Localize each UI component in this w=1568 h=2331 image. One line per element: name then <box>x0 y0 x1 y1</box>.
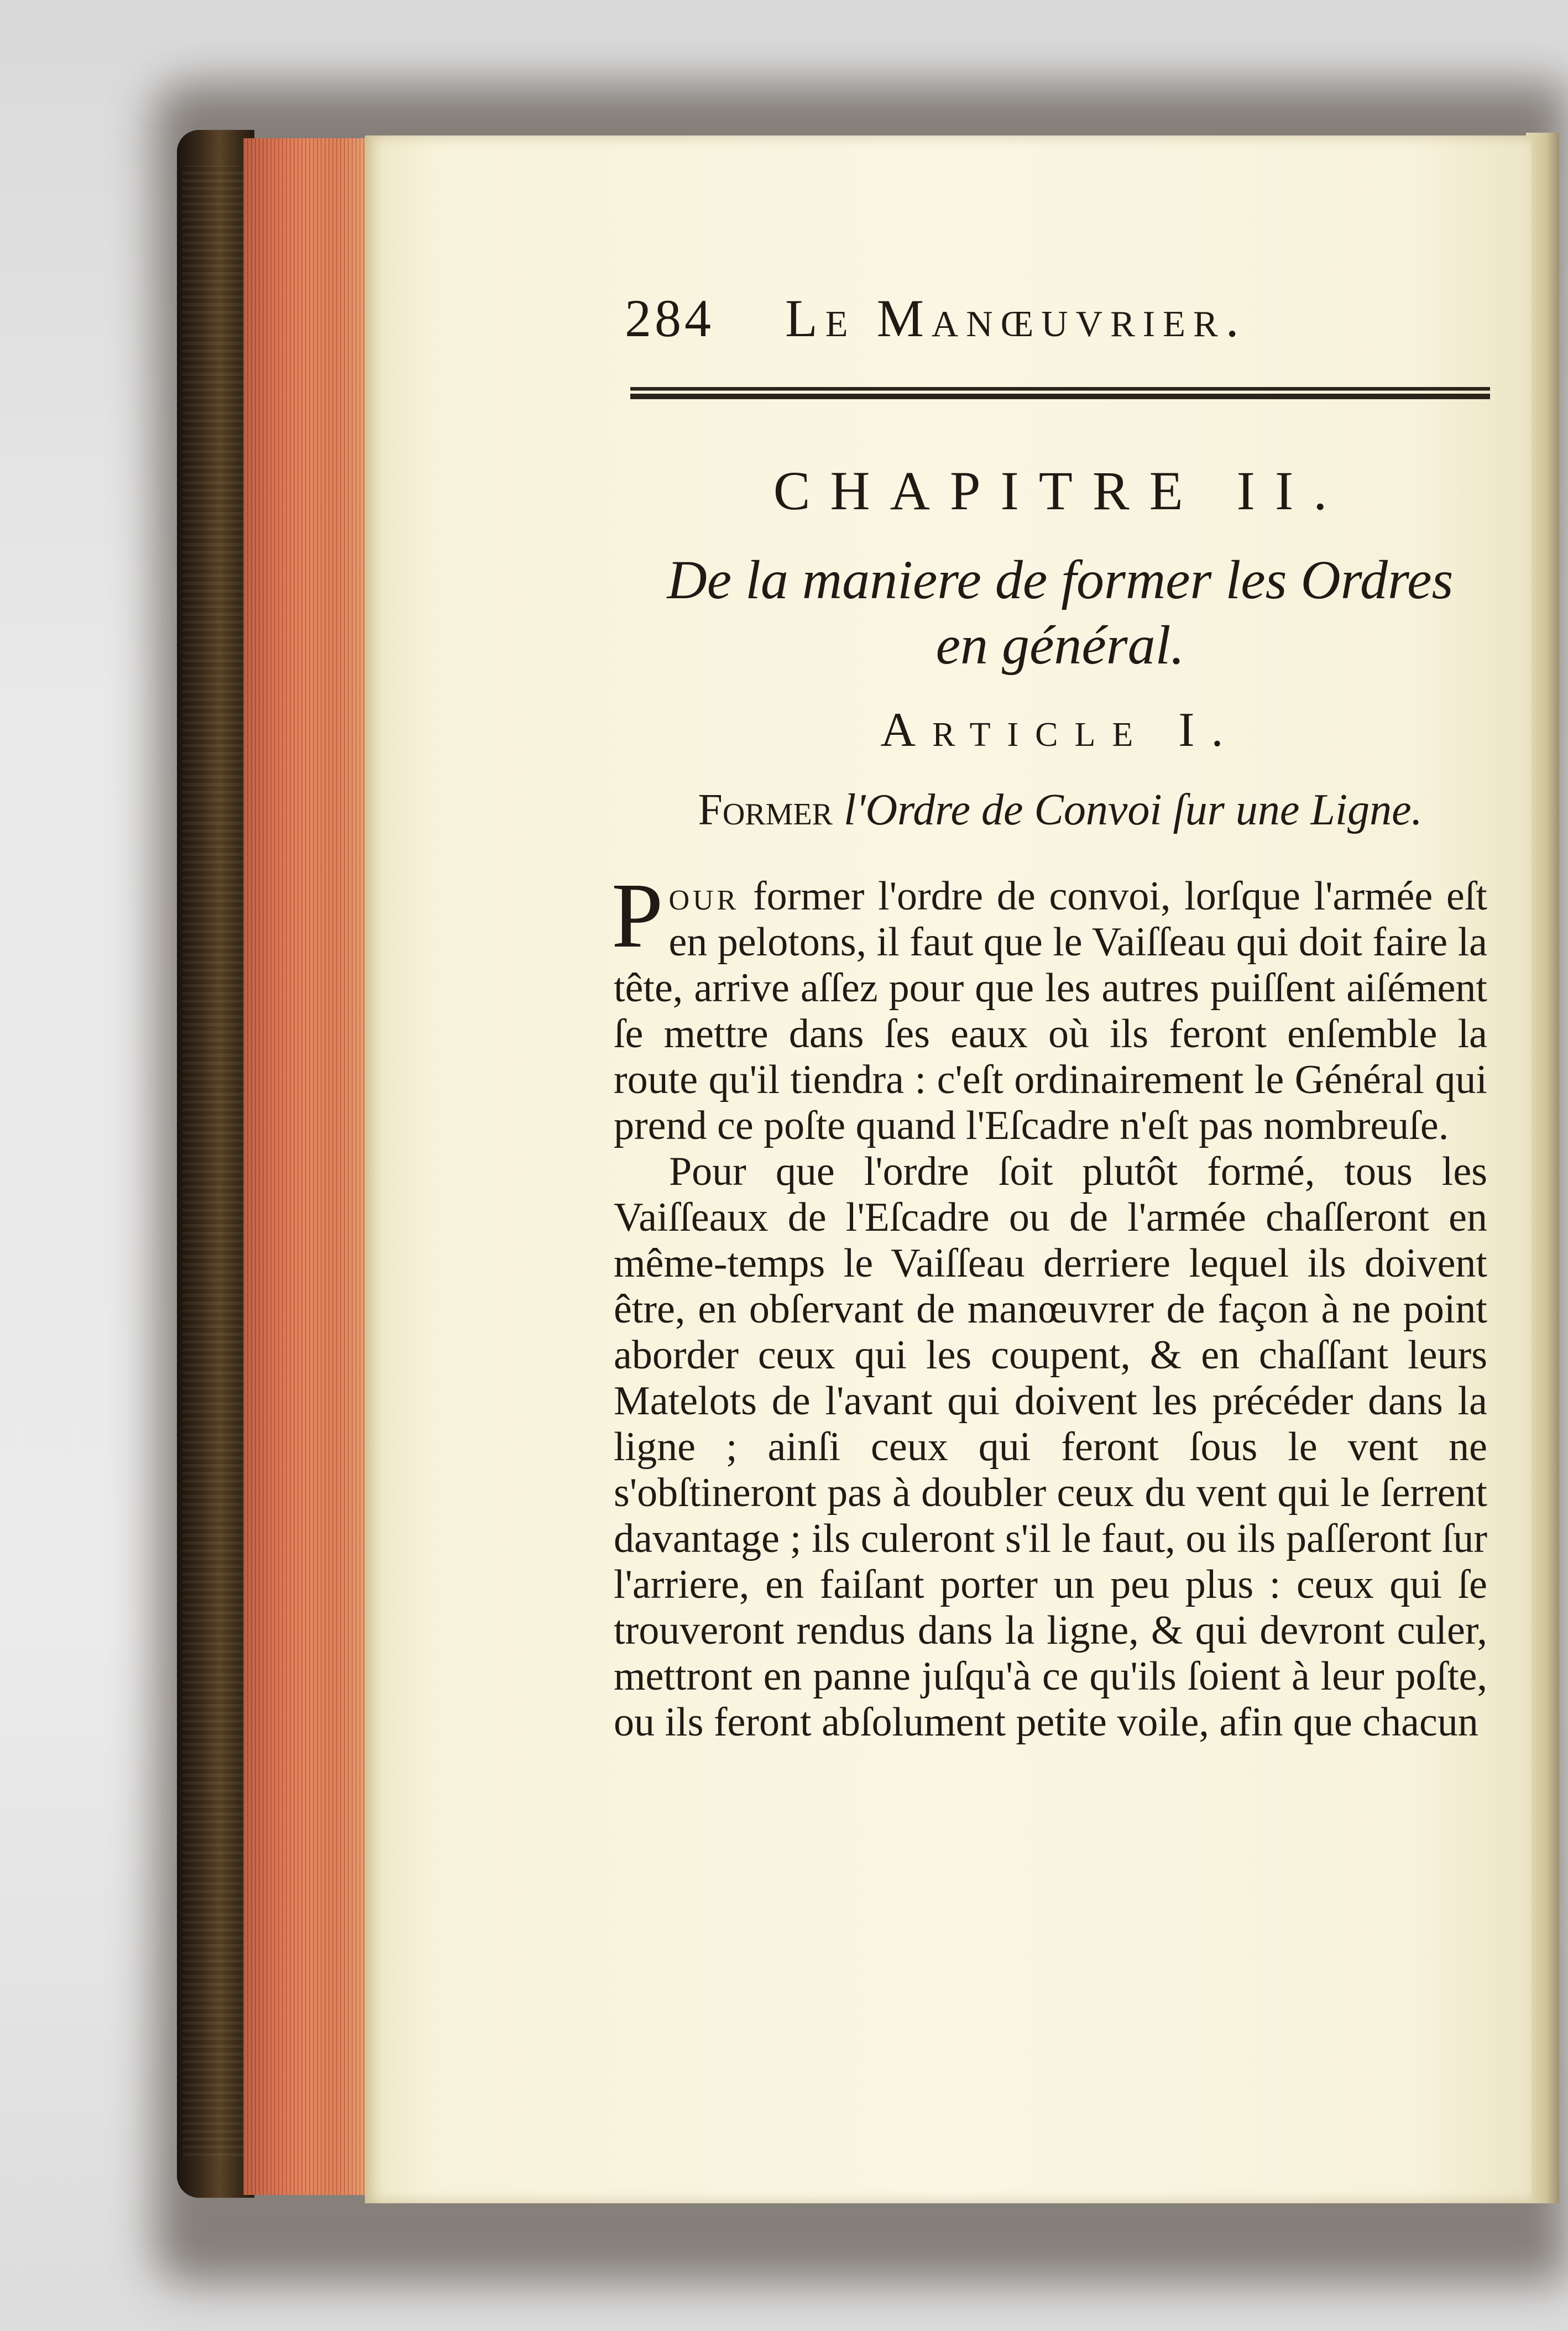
paragraph-2: Pour que l'ordre ſoit plutôt formé, tous les Vaiſſeaux de l'Eſcadre ou de l'armée chaſſeront en même-temps le Vaiſſeau derriere lequel ils doivent être, en obſervant de manœuvrer de façon à ne point aborder ceux qui les coupent, & en chaſſant leurs Matelots de l'avant qui doivent les précéder dans la ligne ; ainſi ceux qui feront ſous le vent ne s'obſtineront pas à doubler ceux du vent qui le ſerrent davantage ; ils culeront s'il le faut, ou ils paſſeront ſur l'arriere, en faiſant porter un peu plus : ceux qui ſe trouveront rendus dans la ligne, & qui devront culer, mettront en panne juſqu'à ce qu'ils ſoient à leur poſte, ou ils feront abſolument petite voile, afin que chacun <box>614 1149 1487 1745</box>
chapter-heading: CHAPITRE II. <box>773 460 1347 521</box>
drop-cap: P <box>611 864 663 967</box>
article-title-smallcaps: Former <box>698 786 833 834</box>
page-edges-texture <box>243 138 370 2195</box>
spine-texture <box>182 166 249 2156</box>
paragraph-1 <box>611 864 1487 1149</box>
page-number: 284 <box>625 289 714 348</box>
running-title: Le Manœuvrier. <box>785 289 1247 348</box>
article-title <box>630 785 1490 835</box>
paragraph-1-text: former l'ordre de convoi, lorſque l'armée eſt en pelotons, il faut que le Vaiſſeau qui doit faire la tête, arrive aſſez pour que les autres puiſſent aiſément ſe mettre dans ſes eaux où ils feront enſemble la route qu'il tiendra : c'eſt ordinairement le Général qui prend ce poſte quand l'Eſcadre n'eſt pas nombreuſe. <box>614 874 1487 1148</box>
header-rule <box>630 387 1490 399</box>
article-heading: Article I. <box>880 703 1240 757</box>
chapter-subtitle-line-1: De la maniere de former les Ordres <box>667 549 1454 610</box>
chapter-subtitle <box>625 547 1496 678</box>
body-text <box>611 864 1487 1745</box>
lead-smallcaps: our <box>668 874 740 919</box>
article-title-rest: l'Ordre de Convoi ſur une Ligne. <box>833 786 1423 834</box>
chapter-subtitle-line-2: en général. <box>935 614 1185 676</box>
running-header <box>625 288 1487 354</box>
